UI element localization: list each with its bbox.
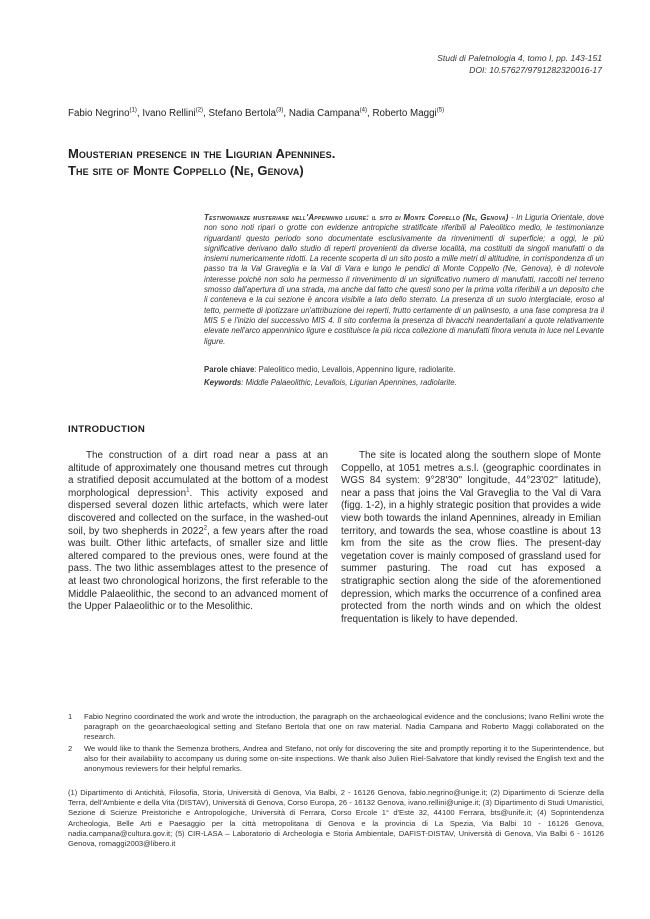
body-column-left [68, 450, 328, 614]
author-affiliations: (1) Dipartimento di Antichità, Filosofia, Storia, Università di Genova, Via Balbi, 2 - 16126 Genova, fabio.negrino@unige.it; (2) Dipartimento di Scienze della Terra, dell'Ambiente e della Vita (DISTAV), Università di Genova, Corso Europa, 26 - 16132 Genova, ivano.rellini@unige.it; (3) Dipartimento di Studi Umanistici, Sezione di Scienze Preistoriche e Antropologiche, Università di Ferrara, Corso Ercole 1° d'Este 32, 44100 Ferrara, bts@unife.it; (4) Soprintendenza Archeologia, Belle Arti e Paesaggio per la città metropolitana di Genova e la provincia di La Spezia, Via Balbi 10 - 16126 Genova, nadia.campana@cultura.gov.it; (5) CIR-LASA – Laboratorio di Archeologia e Storia Ambientale, DAFIST-DISTAV, Università di Genova, Via Balbi 6 - 16126 Genova, romaggi2003@libero.it [68, 788, 604, 849]
footnote-number: 1 [68, 712, 73, 721]
footnotes [68, 712, 604, 775]
doi: DOI: 10.57627/9791282320016-17 [469, 65, 602, 75]
abstract-heading: Testimonianze musteriane nell'Appennino ligure: il sito di Monte Coppello (Ne, Genova) [204, 213, 509, 222]
author-affiliation-mark: (3) [276, 107, 284, 114]
author-list: Fabio Negrino$^{(1)}$, Ivano Rellini$^{(2)}$, Stefano Bertola$^{(3)}$, Nadia Campana$^{(4)}$, Roberto Maggi$^{(5)}$ [68, 107, 445, 119]
paper-title [68, 145, 335, 179]
author-name: Nadia Campana [288, 108, 360, 119]
abstract [204, 213, 604, 347]
footnote [68, 712, 604, 743]
footnote-ref: 1 [186, 487, 190, 494]
title-line: Mousterian presence in the Ligurian Apennines. [68, 146, 336, 161]
author-affiliation-mark: (5) [436, 107, 445, 114]
author-name: Fabio Negrino [68, 108, 130, 119]
body-text: The site is located along the southern slope of Monte Coppello, at 1051 metres a.s.l. (geographic coordinates in WGS 84 system: 9°28'30'' longitude, 44°23'02'' latitude), near a pass that joins the Val Graveglia to the Val di Vara (figg. 1-2), in a highly strategic position that provides a wide view both towards the inland Apennines, already in Emilian territory, and towards the sea, whose coastline is about 13 km from the site as the crow flies. The present-day vegetation cover is mainly composed of grassland used for summer pasturing. The road cut has exposed a stratigraphic section along the side of the aforementioned depression, which marks the occurrence of a confined area protected from the north winds and on which the oldest frequentation is likely to have depended. [341, 450, 601, 625]
keywords-italian [204, 365, 604, 376]
journal-citation: Studi di Paletnologia 4, tomo I, pp. 143-151 [437, 53, 602, 63]
abstract-separator: - [508, 213, 517, 222]
body-column-right [341, 450, 601, 626]
footnote-text: Fabio Negrino coordinated the work and wrote the introduction, the paragraph on the archaeological evidence and the conclusions; Ivano Rellini wrote the paragraph on the geoarchaeological setting and Stefano Bertola that one on raw material. Nadia Campana and Roberto Maggi collaborated on the research. [84, 712, 604, 742]
author-affiliation-mark: (2) [195, 107, 204, 114]
author-affiliation-mark: (1) [129, 107, 137, 114]
running-header [437, 52, 602, 76]
keywords-text: : Paleolitico medio, Levallois, Appennino ligure, radiolarite. [254, 365, 456, 374]
author-name: Ivano Rellini [142, 108, 196, 119]
footnote-ref: 2 [203, 525, 208, 532]
abstract-text: In Liguria Orientale, dove non sono noti ripari o grotte con evidenze antropiche stratificate riferibili al Paleolitico medio, le testimonianze riguardanti questo periodo sono documentate esclusivamente da rinvenimenti di superficie; a oggi, le più significative derivano dallo studio di reperti provenienti da diverse località, ma costituiti da singoli manufatti o da insiemi numericamente ridotti. La recente scoperta di un sito posto a mille metri di altitudine, in corrispondenza di un passo tra la Val Graveglia e la Val di Vara e lungo le pendici di Monte Coppello (Ne, Genova), è di notevole interesse poiché non solo ha permesso il rinvenimento di un significativo numero di manufatti, raccolti nel terreno smosso dall'apertura di una strada, ma anche dal fatto che questi sono per la prima volta riferibili a un deposito che li conteneva e la cui sezione è ancora visibile a lato dello sterrato. La presenza di un suolo interglaciale, eroso al tetto, permette di ipotizzare un'attribuzione dei reperti, frutto certamente di un palinsesto, a una fase compresa tra il MIS 5 e l'inizio del successivo MIS 4. Il sito conferma la presenza di bivacchi neandertaliani a quote relativamente elevate nell'arco appenninico ligure e costituisce la più ricca collezione di manufatti finora venuta in luce nel Levante ligure. [204, 213, 605, 346]
body-text: The construction of a dirt road near a pass at an altitude of approximately one thousand metres cut through a stratified deposit accumulated at the bottom of a modest morphological depression [68, 450, 328, 499]
body-text: , a few years after the road was built. Other lithic artefacts, of smaller size and little altered compared to the previous ones, were found at the pass. The two lithic assemblages attest to the presence of at least two chronological horizons, the first referable to the Middle Palaeolithic, the second to an advanced moment of the Upper Palaeolithic or to the Mesolithic. [68, 525, 328, 613]
footnote-number: 2 [68, 743, 73, 753]
keywords-english [204, 378, 604, 389]
author-affiliation-mark: (4) [359, 107, 368, 114]
footnote-text: We would like to thank the Semenza brothers, Andrea and Stefano, not only for discovering the site and promptly reporting it to the Superintendence, but also for their availability to accompany us during some on-site inspections. We thank also Julien Riel-Salvatore that kindly revised the English text and the anonymous reviewers for their helpful remarks. [84, 743, 604, 774]
keywords-text: : Middle Palaeolithic, Levallois, Ligurian Apennines, radiolarite. [241, 378, 457, 387]
author-name: Stefano Bertola [208, 108, 277, 119]
body-text: . This activity exposed and dispersed several dozen lithic artefacts, which were later discovered and collected on the surface, in the washed-out soil, by two shepherds in 2022 [68, 487, 329, 537]
section-heading: INTRODUCTION [68, 424, 146, 435]
keywords-label: Parole chiave [204, 365, 255, 374]
author-name: Roberto Maggi [372, 108, 437, 119]
title-line: The site of Monte Coppello (Ne, Genova) [68, 163, 304, 178]
footnote [68, 744, 604, 775]
keywords-label: Keywords [204, 378, 242, 387]
